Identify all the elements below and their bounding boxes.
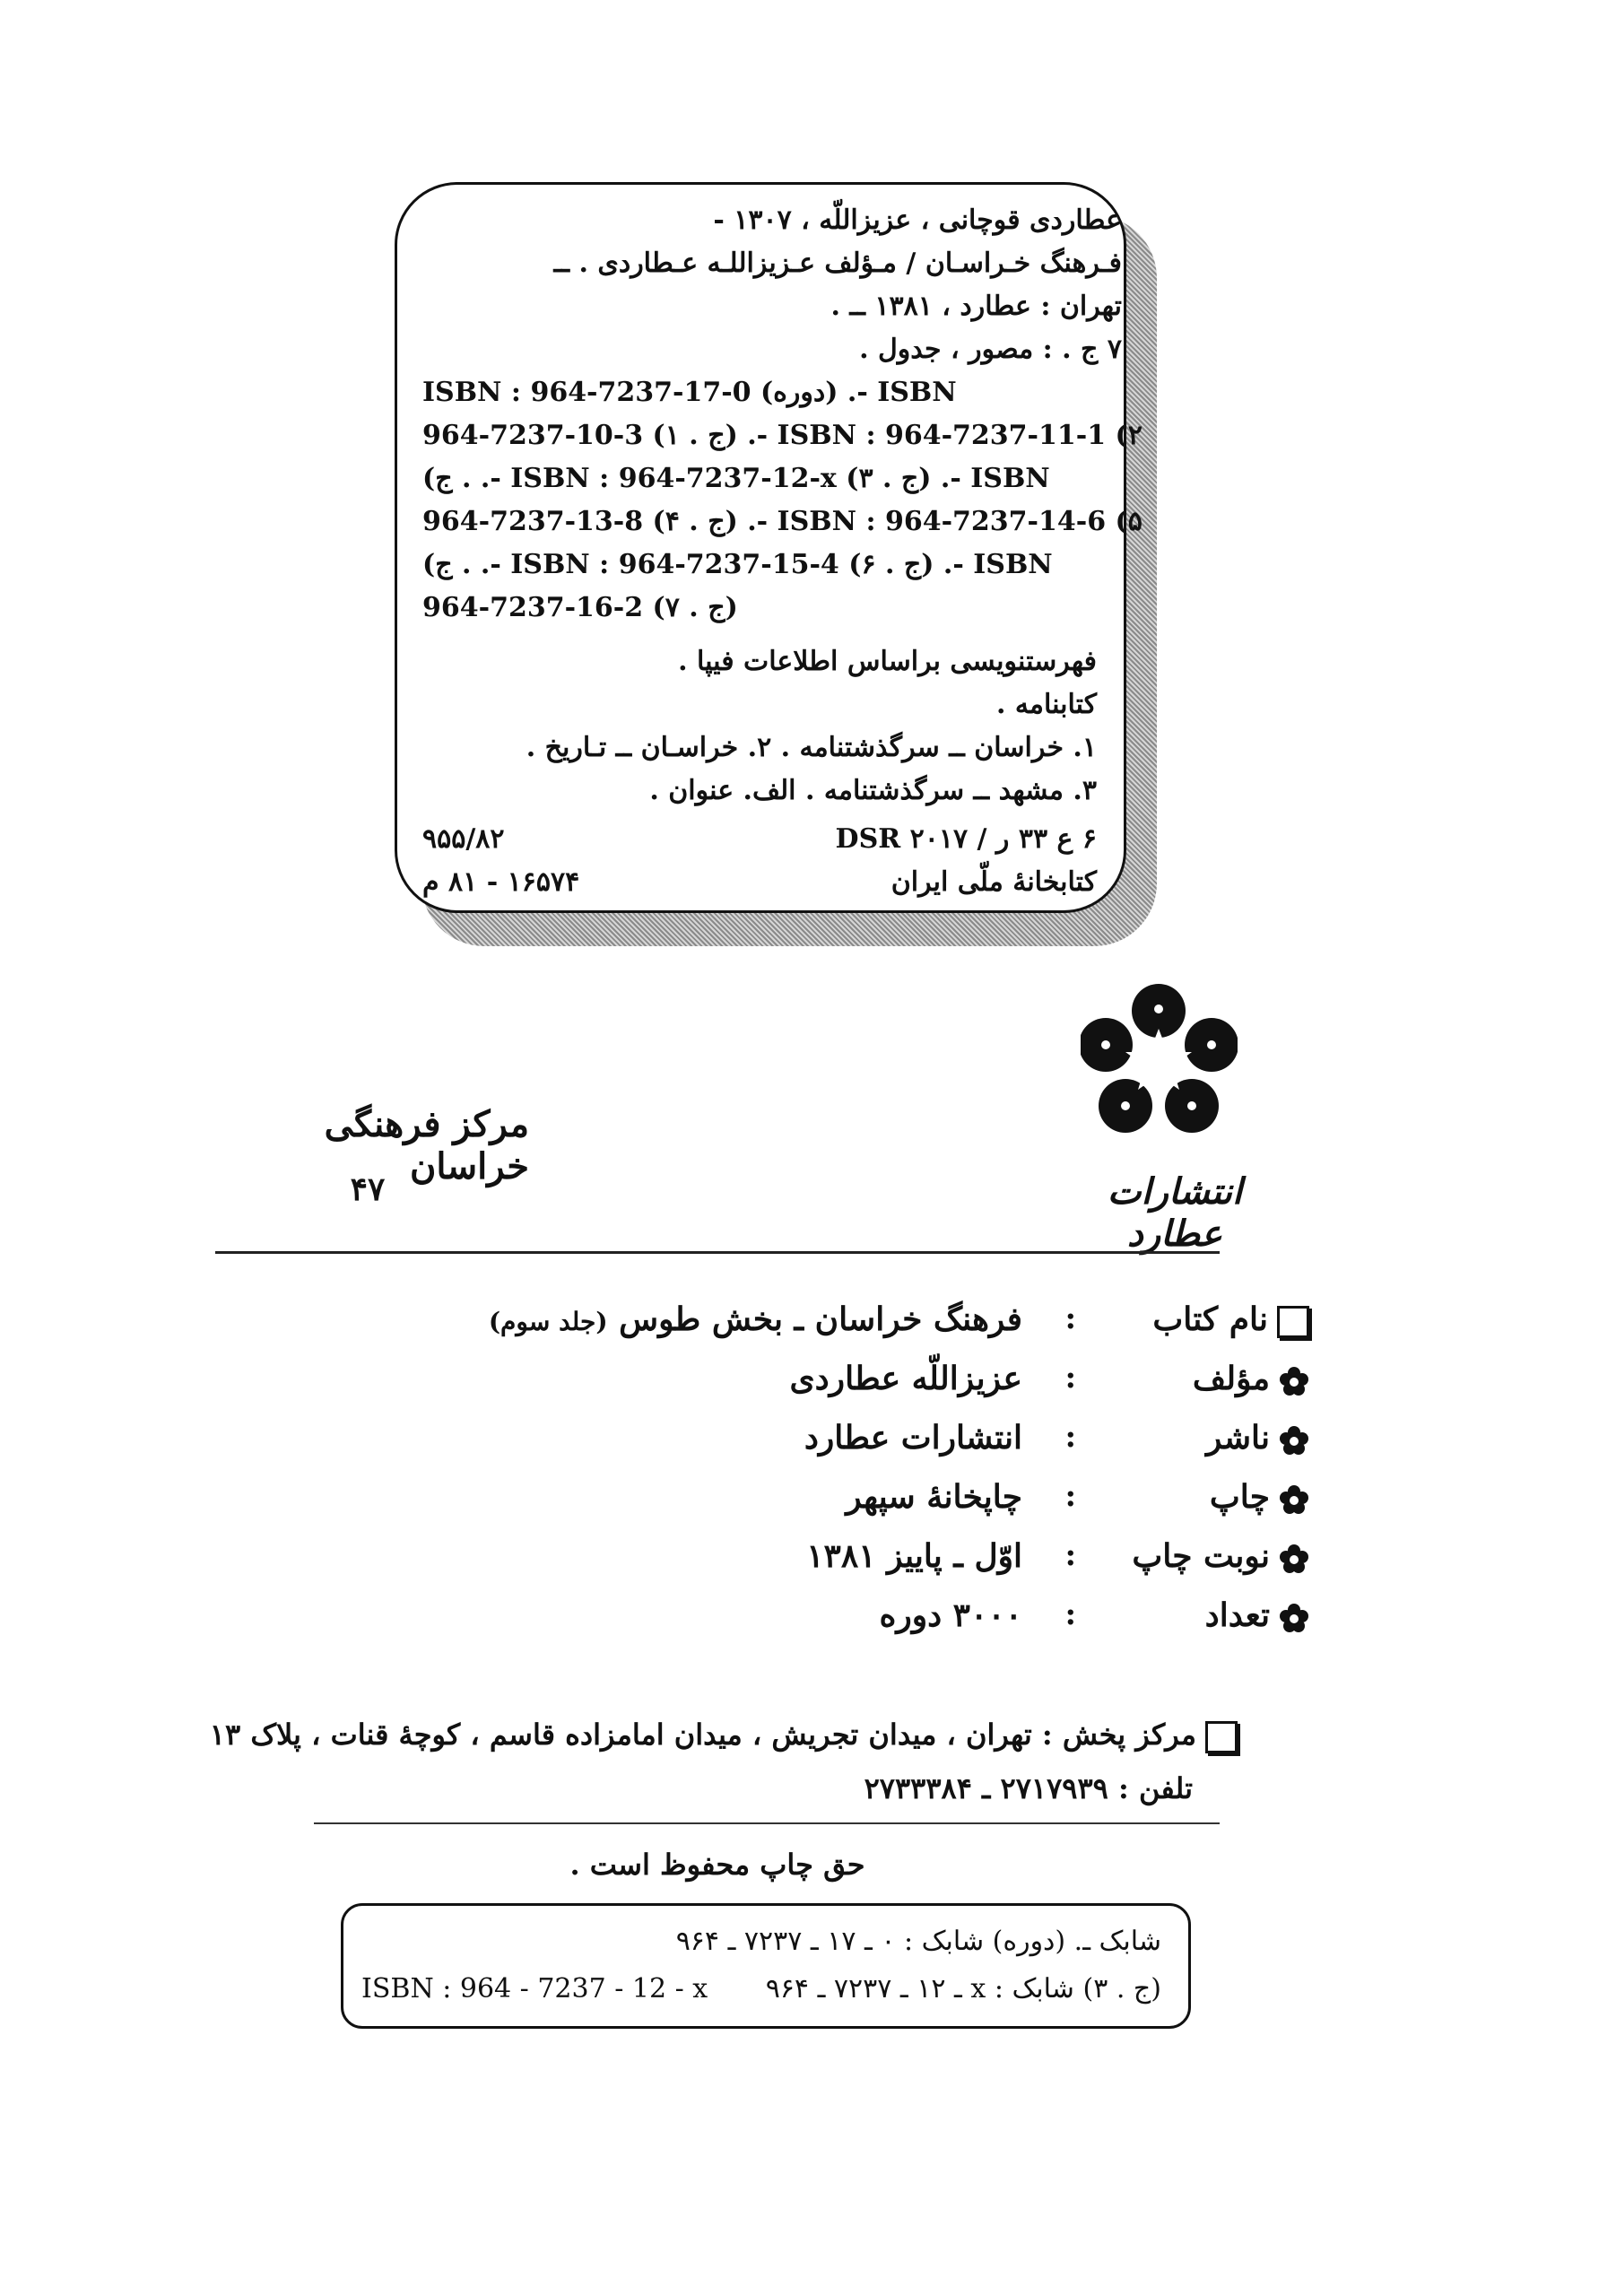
info-row-printer xyxy=(395,1478,1309,1532)
card-library-number: ۱۶۵۷۴ - ۸۱ م xyxy=(422,866,580,898)
card-author-line: عطاردی قوچانی ، عزیزاللّه ، ۱۳۰۷ - xyxy=(713,204,1122,236)
distribution-address: مرکز پخش : تهران ، میدان تجریش ، میدان امامزاده قاسم ، کوچهٔ قنات ، پلاک ۱۳ xyxy=(296,1718,1238,1753)
info-value: اوّل ـ پاییز ۱۳۸۱ xyxy=(806,1537,1022,1575)
card-isbn-line: (ج . .- ISBN : 964-7237-12-x (ج . ۳) .- ISBN xyxy=(422,463,1050,494)
info-colon: : xyxy=(1064,1596,1076,1632)
isbn-volume-line: (ج . ۳) شابک : x ـ ۱۲ ـ ۷۲۳۷ ـ ۹۶۴ xyxy=(765,1973,1161,2005)
info-value: انتشارات عطارد xyxy=(804,1419,1022,1457)
info-colon: : xyxy=(1064,1360,1076,1396)
info-value: ۳۰۰۰ دوره xyxy=(879,1596,1022,1634)
card-physical-line: ۷ ج . : مصور ، جدول . xyxy=(859,334,1122,365)
divider xyxy=(314,1822,1220,1824)
card-title-line: فـرهنگ خـراسـان / مـؤلف عـزیزاللـه عـطاردی . ــ xyxy=(553,248,1122,279)
info-colon: : xyxy=(1064,1419,1076,1455)
card-note-fipa: فهرستنویسی براساس اطلاعات فیپا . xyxy=(678,646,1097,677)
info-colon: : xyxy=(1064,1300,1076,1336)
card-subjects-line: ۳. مشهد ــ سرگذشتنامه . الف. عنوان . xyxy=(649,775,1097,806)
info-colon: : xyxy=(1064,1478,1076,1514)
flower-bullet-icon xyxy=(1279,1484,1309,1515)
center-name: مرکز فرهنگی خراسان xyxy=(324,1103,529,1187)
card-isbn-line: 964-7237-13-8 (ج . ۴) .- ISBN : 964-7237-14-6 (۵ xyxy=(422,506,1142,537)
info-value: فرهنگ خراسان ـ بخش طوس (جلد سوم) xyxy=(488,1300,1022,1338)
card-subjects-line: ۱. خراسان ــ سرگذشتنامه . ۲. خراسـان ــ تـاریخ . xyxy=(526,732,1097,763)
card-isbn-line: 964-7237-10-3 (ج . ۱) .- ISBN : 964-7237-11-1 (۲ xyxy=(422,420,1142,451)
info-row-publisher xyxy=(395,1419,1309,1473)
info-value: عزیزاللّه عطاردی xyxy=(789,1360,1022,1397)
card-isbn-line: 964-7237-16-2 (ج . ۷) xyxy=(422,592,738,623)
info-row-count xyxy=(395,1596,1309,1650)
info-row-edition xyxy=(395,1537,1309,1591)
isbn-box xyxy=(341,1903,1191,2029)
publisher-mark: انتشارات عطارد xyxy=(1107,1170,1243,1255)
info-label: مؤلف xyxy=(1112,1360,1309,1397)
isbn-set-line: شابک ـ. (دوره) شابک : ۰ ـ ۱۷ ـ ۷۲۳۷ ـ ۹۶۴ xyxy=(675,1926,1161,1957)
card-classification: ۶ ع ۳۳ ر / DSR ۲۰۱۷ xyxy=(835,823,1097,855)
flower-bullet-icon xyxy=(1279,1366,1309,1396)
info-value: چاپخانهٔ سپهر xyxy=(846,1478,1022,1516)
info-label: نام کتاب xyxy=(1112,1300,1309,1338)
isbn-latin: ISBN : 964 - 7237 - 12 - x xyxy=(361,1973,708,2005)
checkbox-icon xyxy=(1205,1721,1238,1753)
card-isbn-line: ISBN : 964-7237-17-0 (دوره) .- ISBN xyxy=(422,377,957,408)
card-isbn-line: (ج . .- ISBN : 964-7237-15-4 (ج . ۶) .- ISBN xyxy=(422,549,1053,580)
catalog-card xyxy=(395,182,1142,913)
card-imprint-line: تهران : عطارد ، ۱۳۸۱ ــ . xyxy=(830,291,1122,322)
card-dewey: ۹۵۵/۸۲ xyxy=(422,823,505,855)
flower-bullet-icon xyxy=(1279,1603,1309,1633)
info-label: نوبت چاپ xyxy=(1112,1537,1309,1575)
info-label: ناشر xyxy=(1112,1419,1309,1457)
info-row-title xyxy=(395,1300,1309,1354)
publisher-logo xyxy=(1081,982,1238,1135)
flower-bullet-icon xyxy=(1279,1544,1309,1574)
copyright-notice: حق چاپ محفوظ است . xyxy=(569,1848,865,1882)
volume-note: (جلد سوم) xyxy=(488,1307,608,1336)
info-row-author xyxy=(395,1360,1309,1413)
info-label: چاپ xyxy=(1112,1478,1309,1516)
info-colon: : xyxy=(1064,1537,1076,1573)
checkbox-icon xyxy=(1277,1306,1309,1338)
info-label: تعداد xyxy=(1112,1596,1309,1634)
card-library: کتابخانهٔ ملّی ایران xyxy=(891,866,1097,898)
flower-bullet-icon xyxy=(1279,1425,1309,1456)
distribution-phone: تلفن : ۲۷۱۷۹۳۹ ـ ۲۷۳۳۳۸۴ xyxy=(864,1771,1193,1805)
series-number: ۴۷ xyxy=(350,1170,386,1208)
card-note-bibliography: کتابنامه . xyxy=(995,689,1097,720)
divider xyxy=(215,1251,1220,1254)
